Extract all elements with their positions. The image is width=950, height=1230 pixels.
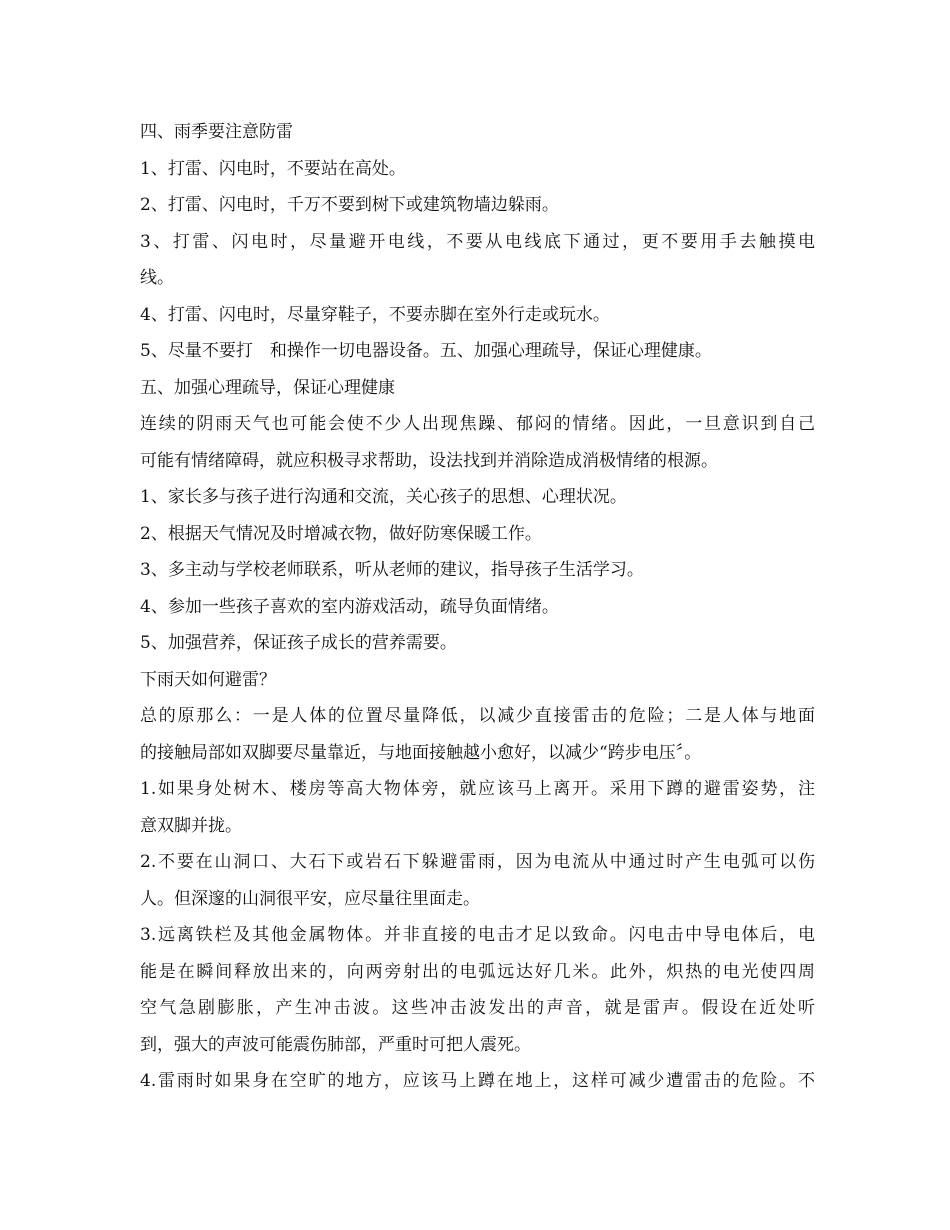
section-heading-psychology: 五、加强心理疏导，保证心理健康 [140, 377, 395, 398]
numbered-item: 1.如果身处树木、楼房等高大物体旁，就应该马上离开。采用下蹲的避雷姿势，注 [140, 779, 815, 799]
numbered-item: 2.不要在山洞口、大石下或岩石下躲避雷雨，因为电流从中通过时产生电弧可以伤 [140, 852, 815, 872]
paragraph-line: 的接触局部如双脚要尽量靠近，与地面接触越小愈好，以减少“跨步电压〞。 [140, 742, 702, 763]
paragraph-line: 可能有情绪障碍，就应积极寻求帮助，设法找到并消除造成消极情绪的根源。 [140, 450, 718, 471]
list-item-continuation: 线。 [140, 268, 174, 288]
section-heading-avoid-lightning: 下雨天如何避雷？ [140, 669, 276, 690]
list-item: 2、打雷、闪电时，千万不要到树下或建筑物墙边躲雨。 [140, 195, 559, 215]
list-item: 3、打雷、闪电时，尽量避开电线，不要从电线底下通过，更不要用手去触摸电 [140, 231, 815, 252]
numbered-item: 4.雷雨时如果身在空旷的地方，应该马上蹲在地上，这样可减少遭雷击的危险。不 [140, 1071, 815, 1091]
numbered-item-continuation: 到，强大的声波可能震伤肺部，严重时可把人震死。 [140, 1034, 531, 1055]
list-item: 3、多主动与学校老师联系，听从老师的建议，指导孩子生活学习。 [140, 560, 644, 580]
list-item: 4、参加一些孩子喜欢的室内游戏活动，疏导负面情绪。 [140, 596, 559, 617]
list-item: 1、家长多与孩子进行沟通和交流，关心孩子的思想、心理状况。 [140, 487, 627, 507]
list-item: 1、打雷、闪电时，不要站在高处。 [140, 158, 406, 179]
numbered-item-continuation: 空气急剧膨胀，产生冲击波。这些冲击波发出的声音，就是雷声。假设在近处听 [140, 998, 815, 1018]
section-heading-lightning: 四、雨季要注意防雷 [140, 122, 293, 142]
list-item: 4、打雷、闪电时，尽量穿鞋子，不要赤脚在室外行走或玩水。 [140, 304, 610, 325]
paragraph-line: 总的原那么：一是人体的位置尽量降低，以减少直接雷击的危险；二是人体与地面 [140, 706, 815, 726]
list-item: 5、尽量不要打 和操作一切电器设备。五、加强心理疏导，保证心理健康。 [140, 341, 712, 361]
list-item: 5、加强营养，保证孩子成长的营养需要。 [140, 633, 457, 653]
list-item: 2、根据天气情况及时增减衣物，做好防寒保暖工作。 [140, 523, 542, 544]
numbered-item-continuation: 意双脚并拢。 [140, 815, 242, 836]
numbered-item-continuation: 人。但深邃的山洞很平安，应尽量往里面走。 [140, 888, 480, 909]
document-body [140, 117, 815, 1103]
numbered-item: 3.远离铁栏及其他金属物体。并非直接的电击才足以致命。闪电击中导电体后，电 [140, 925, 815, 945]
paragraph-line: 连续的阴雨天气也可能会使不少人出现焦躁、郁闷的情绪。因此，一旦意识到自己 [140, 414, 815, 434]
numbered-item-continuation: 能是在瞬间释放出来的，向两旁射出的电弧远达好几米。此外，炽热的电光使四周 [140, 961, 815, 982]
